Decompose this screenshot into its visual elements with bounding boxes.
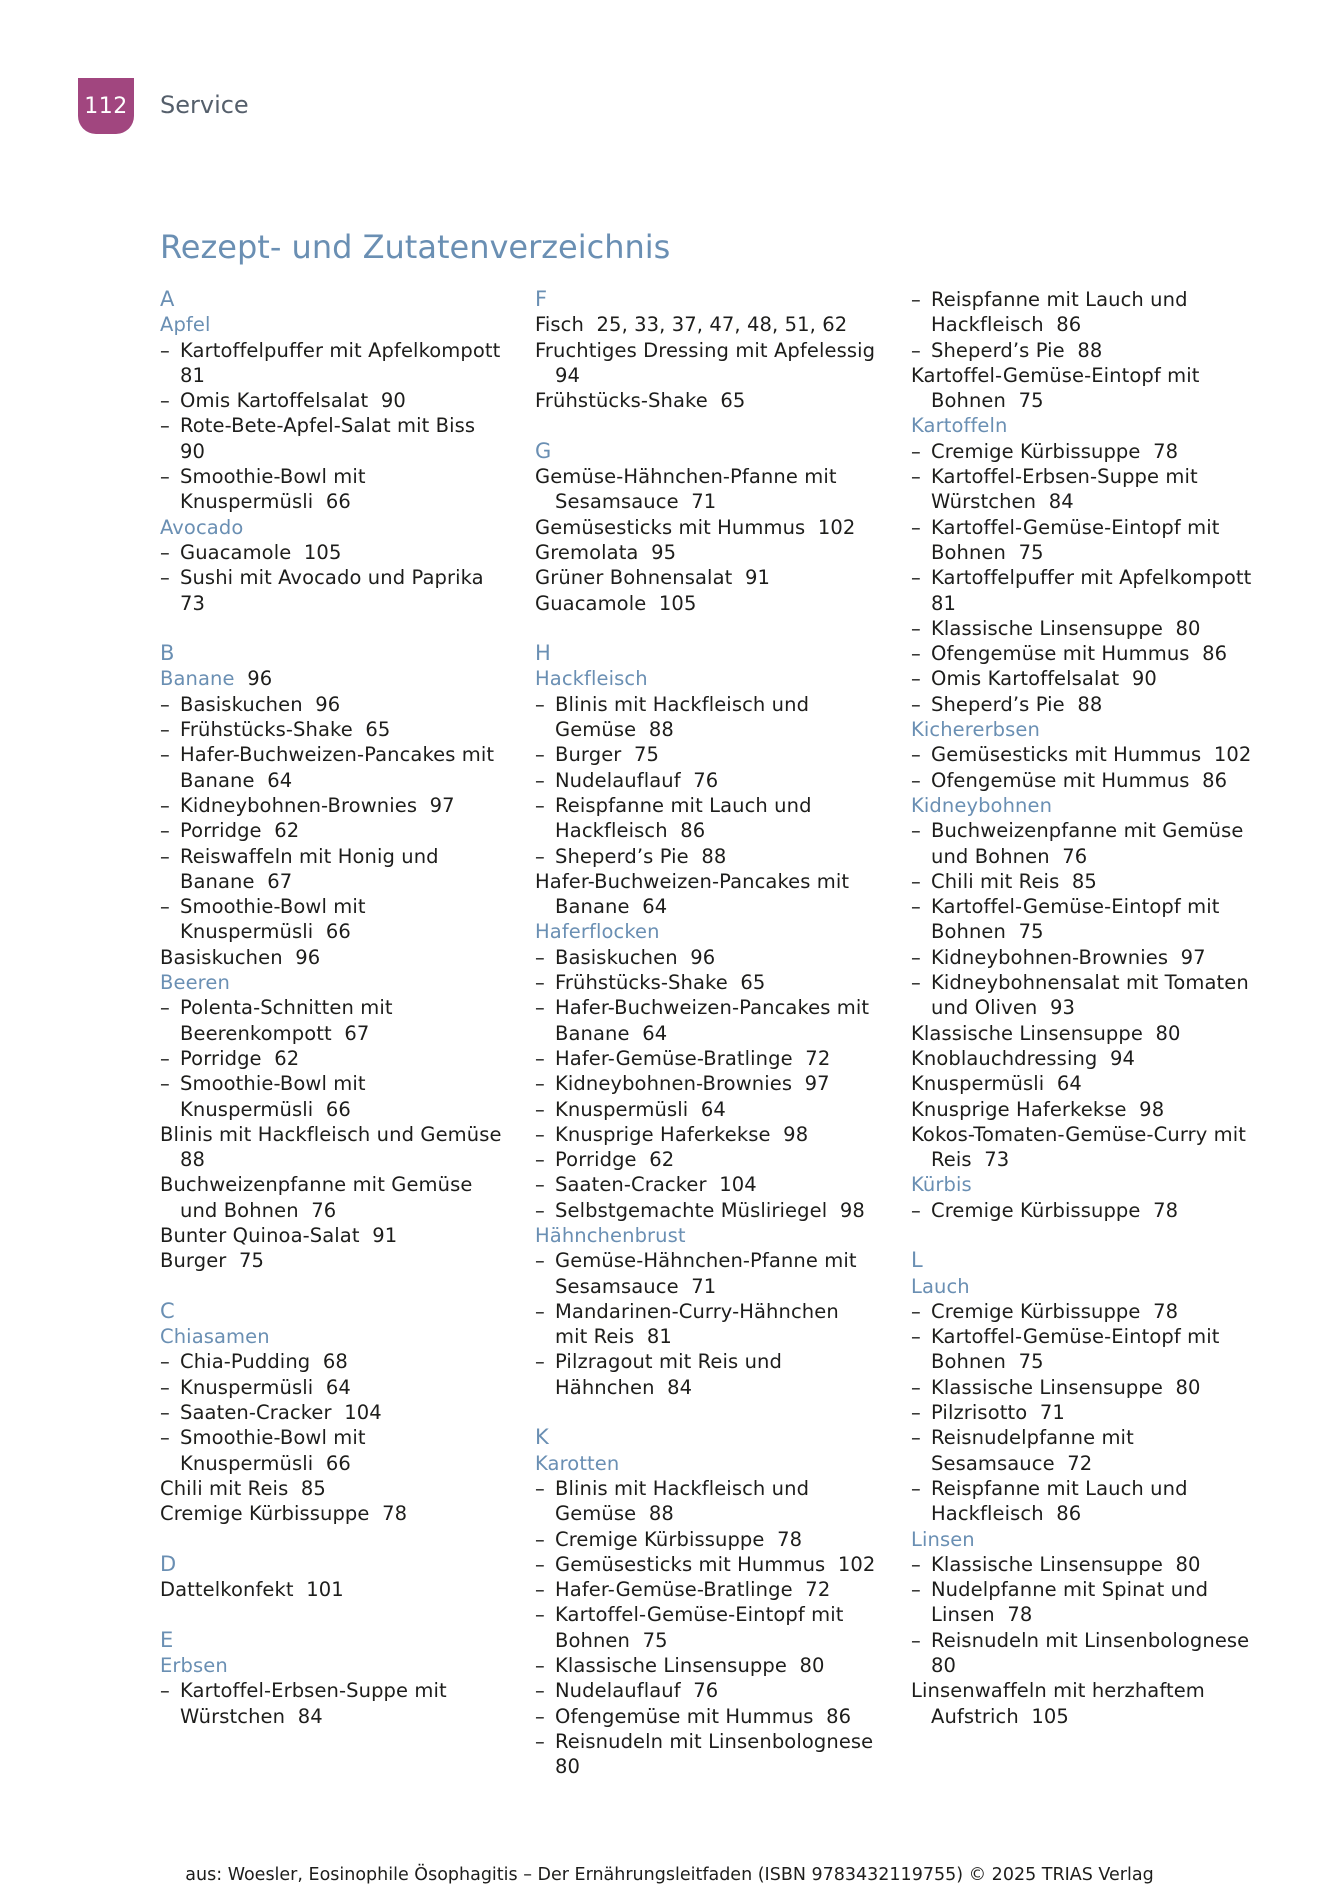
entry-continuation: Reis 73 [931,1148,1010,1172]
recipe-subentry: – Kartoffelpuffer mit Apfelkompott [911,565,1251,590]
ingredient-label: Haferflocken [535,920,660,944]
recipe-entry: Blinis mit Hackfleisch und Gemüse [160,1122,502,1146]
entry-continuation: Linsen 78 [931,1603,1033,1627]
ingredient-label: Beeren [160,971,230,995]
recipe-subentry: – Kidneybohnensalat mit Tomaten [911,970,1251,995]
entry-continuation: Beerenkompott 67 [180,1021,370,1045]
ingredient-label: Kichererbsen [911,718,1040,742]
entry-continuation: Würstchen 84 [931,490,1074,514]
recipe-subentry: – Sushi mit Avocado und Paprika [160,565,500,590]
recipe-entry: Gemüse-Hähnchen-Pfanne mit [535,465,837,489]
recipe-subentry: – Porridge 62 [160,1046,500,1071]
recipe-subentry: – Smoothie-Bowl mit [160,464,500,489]
entry-continuation: 94 [555,363,581,387]
index-letter-heading: B [160,641,175,666]
entry-continuation: 81 [931,591,957,615]
index-letter-heading: K [535,1425,549,1450]
index-letter-heading: C [160,1298,175,1323]
entry-continuation: Bohnen 75 [931,1350,1044,1374]
index-letter-heading: D [160,1551,177,1576]
recipe-subentry: – Porridge 62 [535,1147,870,1172]
section-gap [535,1400,870,1425]
recipe-subentry: – Cremige Kürbissuppe 78 [911,1198,1251,1223]
recipe-subentry: – Frühstücks-Shake 65 [535,970,870,995]
recipe-entry: Gemüsesticks mit Hummus 102 [535,515,856,539]
recipe-subentry: – Smoothie-Bowl mit [160,894,500,919]
entry-continuation: Knuspermüsli 66 [180,490,351,514]
entry-continuation: 73 [180,591,206,615]
recipe-subentry: – Buchweizenpfanne mit Gemüse [911,818,1251,843]
ingredient-label: Avocado [160,515,244,539]
ingredient-heading [160,1653,500,1678]
recipe-entry: Basiskuchen 96 [160,945,321,969]
section-gap [160,1527,500,1552]
recipe-subentry: – Selbstgemachte Müsliriegel 98 [535,1198,870,1223]
section-gap [911,1223,1251,1248]
recipe-entry: Frühstücks-Shake 65 [535,389,746,413]
ingredient-label: Karotten [535,1451,620,1475]
ingredient-heading [535,1223,870,1248]
entry-continuation: Sesamsauce 71 [555,1274,717,1298]
recipe-subentry: – Hafer-Gemüse-Bratlinge 72 [535,1046,870,1071]
recipe-subentry: – Rote-Bete-Apfel-Salat mit Biss [160,413,500,438]
recipe-subentry: – Frühstücks-Shake 65 [160,717,500,742]
entry-continuation: Hackfleisch 86 [931,1502,1082,1526]
recipe-subentry: – Klassische Linsensuppe 80 [911,1375,1251,1400]
recipe-subentry: – Blinis mit Hackfleisch und [535,1476,870,1501]
ingredient-label: Apfel [160,313,211,337]
recipe-subentry: – Kartoffel-Gemüse-Eintopf mit [535,1602,870,1627]
entry-continuation: 88 [180,1148,206,1172]
recipe-subentry: – Omis Kartoffelsalat 90 [160,388,500,413]
ingredient-label: Hähnchenbrust [535,1223,686,1247]
recipe-entry: Kartoffel-Gemüse-Eintopf mit [911,363,1200,387]
section-label: Service [160,91,249,119]
section-gap [160,1274,500,1299]
recipe-entry: Knuspermüsli 64 [911,1072,1082,1096]
section-gap [535,413,870,438]
recipe-subentry: – Knuspermüsli 64 [160,1375,500,1400]
recipe-entry: Cremige Kürbissuppe 78 [160,1502,408,1526]
ingredient-heading [535,666,870,691]
ingredient-heading [911,1527,1251,1552]
recipe-subentry: – Saaten-Cracker 104 [160,1400,500,1425]
recipe-subentry: – Hafer-Buchweizen-Pancakes mit [160,742,500,767]
ingredient-label: Kartoffeln [911,414,1008,438]
ingredient-heading [535,1451,870,1476]
index-letter-heading: A [160,287,175,311]
recipe-entry: Kokos-Tomaten-Gemüse-Curry mit [911,1122,1247,1146]
recipe-subentry: – Pilzrisotto 71 [911,1400,1251,1425]
recipe-subentry: – Kartoffelpuffer mit Apfelkompott [160,338,500,363]
entry-continuation: Hähnchen 84 [555,1375,693,1399]
entry-continuation: 80 [555,1755,581,1779]
recipe-subentry: – Saaten-Cracker 104 [535,1172,870,1197]
recipe-subentry: – Omis Kartoffelsalat 90 [911,666,1251,691]
recipe-subentry: – Ofengemüse mit Hummus 86 [911,641,1251,666]
index-letter-heading: H [535,641,551,666]
recipe-subentry: – Knuspermüsli 64 [535,1097,870,1122]
entry-continuation: und Bohnen 76 [931,844,1088,868]
recipe-entry: Hafer-Buchweizen-Pancakes mit [535,869,850,893]
recipe-entry: Knusprige Haferkekse 98 [911,1097,1165,1121]
entry-continuation: Bohnen 75 [931,540,1044,564]
recipe-subentry: – Cremige Kürbissuppe 78 [911,439,1251,464]
recipe-subentry: – Kartoffel-Gemüse-Eintopf mit [911,894,1251,919]
recipe-subentry: – Nudelauflauf 76 [535,1678,870,1703]
recipe-subentry: – Kartoffel-Erbsen-Suppe mit [160,1678,500,1703]
ingredient-label: Kidneybohnen [911,793,1053,817]
footer-citation: aus: Woesler, Eosinophile Ösophagitis – Der Ernährungsleitfaden (ISBN 9783432119755) © 2025 TRIAS Verlag [185,1865,1154,1885]
recipe-subentry: – Cremige Kürbissuppe 78 [911,1299,1251,1324]
entry-continuation: 80 [931,1654,957,1678]
ingredient-label: Lauch [911,1274,970,1298]
entry-continuation: Banane 64 [555,895,668,919]
recipe-entry: Buchweizenpfanne mit Gemüse [160,1173,473,1197]
page-reference: 96 [234,667,273,691]
recipe-entry: Gremolata 95 [535,540,677,564]
index-letter-heading: E [160,1627,174,1652]
recipe-subentry: – Reispfanne mit Lauch und [911,1476,1251,1501]
entry-continuation: Bohnen 75 [931,920,1044,944]
entry-continuation: und Oliven 93 [931,996,1075,1020]
recipe-subentry: – Klassische Linsensuppe 80 [911,1552,1251,1577]
page-number-badge [78,78,134,134]
recipe-entry: Knoblauchdressing 94 [911,1046,1136,1070]
index-letter-heading: F [535,287,548,311]
recipe-subentry: – Kartoffel-Erbsen-Suppe mit [911,464,1251,489]
recipe-subentry: – Reisnudeln mit Linsenbolognese [535,1729,870,1754]
recipe-subentry: – Sheperd’s Pie 88 [911,338,1251,363]
entry-continuation: Bohnen 75 [555,1628,668,1652]
recipe-subentry: – Reisnudelpfanne mit [911,1425,1251,1450]
recipe-entry: Grüner Bohnensalat 91 [535,566,770,590]
recipe-entry: Dattelkonfekt 101 [160,1578,344,1602]
recipe-subentry: – Knusprige Haferkekse 98 [535,1122,870,1147]
ingredient-label: Kürbis [911,1173,972,1197]
index-column-3 [911,287,1251,1729]
section-gap [160,616,500,641]
recipe-subentry: – Burger 75 [535,742,870,767]
ingredient-heading [911,1274,1251,1299]
recipe-subentry: – Kidneybohnen-Brownies 97 [535,1071,870,1096]
recipe-subentry: – Basiskuchen 96 [535,945,870,970]
entry-continuation: 90 [180,439,206,463]
entry-continuation: Knuspermüsli 66 [180,1451,351,1475]
recipe-entry: Fruchtiges Dressing mit Apfelessig [535,338,876,362]
entry-continuation: Würstchen 84 [180,1704,323,1728]
recipe-entry: Fisch 25, 33, 37, 47, 48, 51, 62 [535,313,848,337]
entry-continuation: Gemüse 88 [555,718,674,742]
entry-continuation: Knuspermüsli 66 [180,1097,351,1121]
ingredient-heading [911,413,1251,438]
recipe-subentry: – Reispfanne mit Lauch und [911,287,1251,312]
ingredient-heading [160,515,500,540]
entry-continuation: Banane 64 [180,768,293,792]
section-gap [160,1602,500,1627]
ingredient-label: Linsen [911,1527,975,1551]
ingredient-heading [160,1324,500,1349]
index-column-2 [535,287,876,1780]
page-number: 112 [84,93,128,119]
entry-continuation: 81 [180,363,206,387]
index-letter-heading: L [911,1248,923,1273]
entry-continuation: Banane 64 [555,1021,668,1045]
index-letter-heading: G [535,438,552,463]
entry-continuation: Hackfleisch 86 [931,313,1082,337]
recipe-subentry: – Gemüse-Hähnchen-Pfanne mit [535,1248,870,1273]
recipe-subentry: – Smoothie-Bowl mit [160,1425,500,1450]
ingredient-label: Hackfleisch [535,667,648,691]
recipe-subentry: – Cremige Kürbissuppe 78 [535,1527,870,1552]
recipe-subentry: – Reispfanne mit Lauch und [535,793,870,818]
recipe-subentry: – Smoothie-Bowl mit [160,1071,500,1096]
recipe-subentry: – Porridge 62 [160,818,500,843]
recipe-subentry: – Chia-Pudding 68 [160,1349,500,1374]
ingredient-label: Erbsen [160,1654,228,1678]
recipe-subentry: – Kidneybohnen-Brownies 97 [911,945,1251,970]
ingredient-heading [911,793,1251,818]
recipe-subentry: – Ofengemüse mit Hummus 86 [911,768,1251,793]
ingredient-heading [160,312,500,337]
entry-continuation: Banane 67 [180,869,293,893]
ingredient-heading [160,666,500,691]
recipe-subentry: – Hafer-Buchweizen-Pancakes mit [535,995,870,1020]
entry-continuation: Sesamsauce 72 [931,1451,1093,1475]
recipe-subentry: – Pilzragout mit Reis und [535,1349,870,1374]
entry-continuation: Hackfleisch 86 [555,819,706,843]
recipe-subentry: – Gemüsesticks mit Hummus 102 [911,742,1251,767]
entry-continuation: Sesamsauce 71 [555,490,717,514]
recipe-subentry: – Reisnudeln mit Linsenbolognese [911,1628,1251,1653]
recipe-subentry: – Gemüsesticks mit Hummus 102 [535,1552,870,1577]
entry-continuation: Bohnen 75 [931,389,1044,413]
recipe-subentry: – Sheperd’s Pie 88 [911,692,1251,717]
recipe-subentry: – Chili mit Reis 85 [911,869,1251,894]
recipe-subentry: – Mandarinen-Curry-Hähnchen [535,1299,870,1324]
recipe-subentry: – Klassische Linsensuppe 80 [535,1653,870,1678]
recipe-subentry: – Klassische Linsensuppe 80 [911,616,1251,641]
recipe-entry: Klassische Linsensuppe 80 [911,1021,1181,1045]
recipe-entry: Burger 75 [160,1249,265,1273]
recipe-subentry: – Kidneybohnen-Brownies 97 [160,793,500,818]
recipe-subentry: – Blinis mit Hackfleisch und [535,692,870,717]
section-gap [535,616,870,641]
ingredient-heading [911,1172,1251,1197]
entry-continuation: und Bohnen 76 [180,1198,337,1222]
entry-continuation: Aufstrich 105 [931,1704,1069,1728]
recipe-subentry: – Hafer-Gemüse-Bratlinge 72 [535,1577,870,1602]
ingredient-heading [160,970,500,995]
ingredient-label: Banane [160,667,235,691]
ingredient-heading [535,919,870,944]
recipe-subentry: – Nudelpfanne mit Spinat und [911,1577,1251,1602]
recipe-subentry: – Guacamole 105 [160,540,500,565]
recipe-entry: Bunter Quinoa-Salat 91 [160,1223,398,1247]
recipe-subentry: – Polenta-Schnitten mit [160,995,500,1020]
recipe-entry: Linsenwaffeln mit herzhaftem [911,1679,1205,1703]
recipe-subentry: – Kartoffel-Gemüse-Eintopf mit [911,1324,1251,1349]
page-title: Rezept- und Zutatenverzeichnis [160,228,671,266]
recipe-subentry: – Basiskuchen 96 [160,692,500,717]
recipe-subentry: – Reiswaffeln mit Honig und [160,844,500,869]
recipe-subentry: – Ofengemüse mit Hummus 86 [535,1704,870,1729]
recipe-subentry: – Sheperd’s Pie 88 [535,844,870,869]
entry-continuation: Knuspermüsli 66 [180,920,351,944]
entry-continuation: Gemüse 88 [555,1502,674,1526]
ingredient-heading [911,717,1251,742]
index-column-1 [160,287,500,1729]
recipe-subentry: – Kartoffel-Gemüse-Eintopf mit [911,515,1251,540]
recipe-entry: Chili mit Reis 85 [160,1476,326,1500]
recipe-entry: Guacamole 105 [535,591,697,615]
recipe-subentry: – Nudelauflauf 76 [535,768,870,793]
entry-continuation: mit Reis 81 [555,1325,672,1349]
ingredient-label: Chiasamen [160,1325,270,1349]
